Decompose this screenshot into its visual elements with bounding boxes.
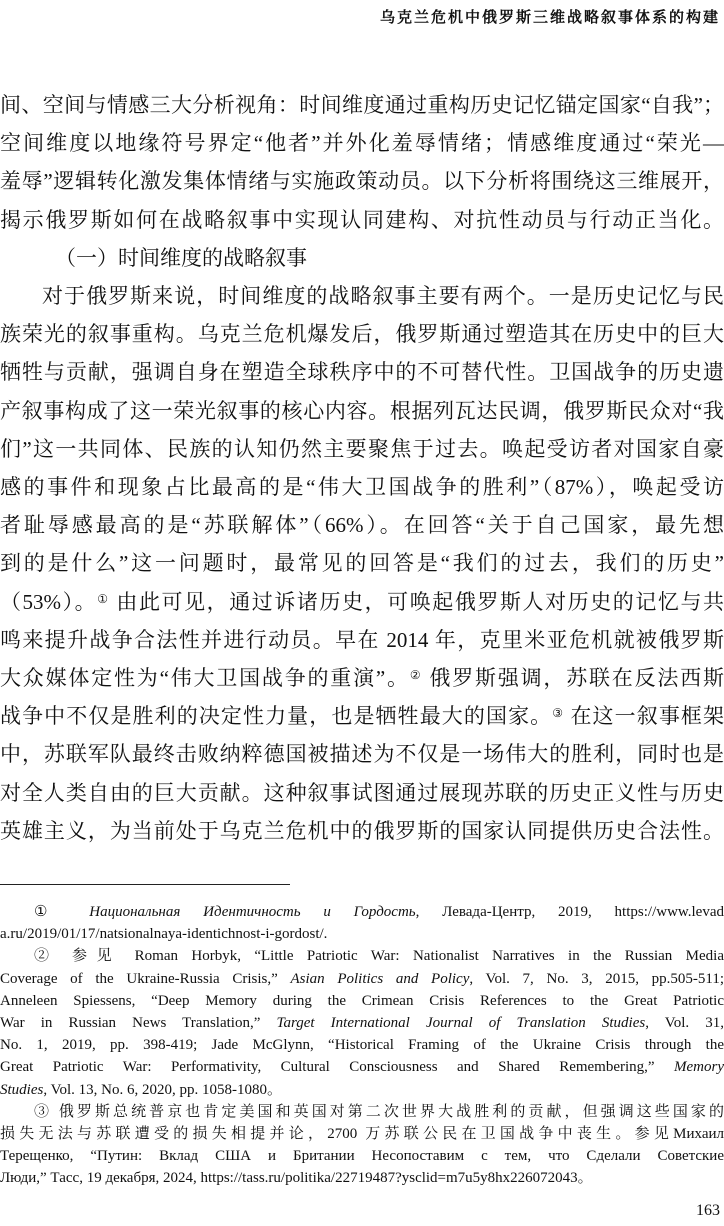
line-text: Coverage of the Ukraine-Russia Crisis,” xyxy=(0,970,291,987)
line-text: 间、空间与情感三大分析视角：时间维度通过重构历史记忆锚定国家“自我”； xyxy=(0,93,724,117)
footnote-divider xyxy=(0,884,290,885)
line-text: , Vol. 7, No. 3, 2015, pp.505-511; xyxy=(469,970,724,987)
line-text: ③ 俄罗斯总统普京也肯定美国和英国对第二次世界大战胜利的贡献，但强调这些国家的 xyxy=(34,1103,724,1120)
line-text: 牺牲与贡献，强调自身在塑造全球秩序中的不可替代性。卫国战争的历史遗 xyxy=(0,360,724,385)
line-text: 英雄主义，为当前处于乌克兰危机中的俄罗斯的国家认同提供历史合法性。 xyxy=(0,818,724,843)
line-text: （53%）。 xyxy=(0,589,98,614)
italic-title: Memory xyxy=(674,1059,724,1076)
paragraph-line xyxy=(0,90,724,120)
line-text: 在这一叙事框架 xyxy=(564,704,724,729)
line-text: 战争中不仅是胜利的决定性力量，也是牺牲最大的国家。 xyxy=(0,704,553,729)
footnote-line xyxy=(0,991,724,1012)
line-text: 大众媒体定性为“伟大卫国战争的重演”。 xyxy=(0,666,410,690)
italic-title: Национальная Идентичность и Гордость xyxy=(89,904,416,920)
paragraph-line xyxy=(0,128,724,158)
paragraph-line xyxy=(0,205,724,235)
footnote-ref: ② xyxy=(409,668,423,682)
line-text: 俄罗斯强调，苏联在反法西斯 xyxy=(422,666,724,690)
paragraph-line xyxy=(0,739,724,769)
line-text: 族荣光的叙事重构。乌克兰危机爆发后，俄罗斯通过塑造其在历史中的巨大 xyxy=(0,322,724,347)
line-text: a.ru/2019/01/17/natsionalnaya-identichnost-i-gordost/. xyxy=(0,926,328,943)
paragraph-line xyxy=(0,434,724,464)
line-text: 产叙事构成了这一荣光叙事的核心内容。根据列瓦达民调，俄罗斯民众对“我 xyxy=(0,398,724,423)
line-text: 鸣来提升战争合法性并进行动员。早在 2014 年，克里米亚危机就被俄罗斯 xyxy=(0,627,724,652)
paragraph-line xyxy=(0,663,724,693)
footnote-ref: ① xyxy=(97,591,110,606)
paragraph-line xyxy=(0,243,724,273)
line-text: , Vol. 31, xyxy=(645,1015,724,1031)
paragraph-line xyxy=(0,510,724,540)
line-text: 揭示俄罗斯如何在战略叙事中实现认同建构、对抗性动员与行动正当化。 xyxy=(0,207,724,232)
paragraph-line xyxy=(0,548,724,578)
line-text: （一）时间维度的战略叙事 xyxy=(55,245,307,270)
paragraph-line xyxy=(0,396,724,426)
paragraph-line xyxy=(0,778,724,808)
footnote-line xyxy=(0,924,724,945)
line-text: 感的事件和现象占比最高的是“伟大卫国战争的胜利”（87%），唤起受访 xyxy=(0,475,724,499)
line-text: War in Russian News Translation,” xyxy=(0,1015,277,1031)
footnote-ref: ③ xyxy=(552,706,565,721)
italic-title: Target International Journal of Translation Studies xyxy=(276,1015,646,1031)
line-text: Great Patriotic War: Performativity, Cultural Consciousness and Shared Remembering,” xyxy=(0,1059,675,1076)
paragraph-line xyxy=(0,319,724,349)
line-text: ② 参见 Roman Horbyk, “Little Patriotic War: Nationalist Narratives in the Russian Media xyxy=(34,948,724,965)
footnote-line xyxy=(0,1013,724,1034)
paragraph-line xyxy=(0,166,724,196)
line-text: 由此可见，通过诉诸历史，可唤起俄罗斯人对历史的记忆与共 xyxy=(109,589,724,614)
line-text: 羞辱”逻辑转化激发集体情绪与实施政策动员。以下分析将围绕这三维展开， xyxy=(0,169,724,194)
line-text: Люди,” Тасс, 19 декабря, 2024, https://tass.ru/politika/22719487?ysclid=m7u5y8hx226072043。 xyxy=(0,1170,593,1187)
line-text: , Vol. 13, No. 6, 2020, pp. 1058-1080。 xyxy=(43,1081,282,1098)
footnote-line xyxy=(0,1102,724,1123)
paragraph-line xyxy=(0,587,724,617)
page-number: 163 xyxy=(696,1202,720,1219)
line-text: 损失无法与苏联遭受的损失相提并论，2700 万苏联公民在卫国战争中丧生。参见Михаил xyxy=(0,1126,724,1142)
line-text: Anneleen Spiessens, “Deep Memory during the Crimean Crisis References to the Great Patriotic xyxy=(0,992,724,1009)
line-text: 们”这一共同体、民族的认知仍然主要聚焦于过去。唤起受访者对国家自豪 xyxy=(0,436,724,461)
paragraph-line xyxy=(0,472,724,502)
paragraph-line xyxy=(0,281,724,311)
line-text: 者耻辱感最高的是“苏联解体”（66%）。在回答“关于自己国家，最先想 xyxy=(0,513,724,538)
footnote-line xyxy=(0,1168,724,1189)
line-text: Терещенко, “Путин: Вклад США и Британии Несопоставим с тем, что Сделали Советские xyxy=(0,1148,724,1165)
line-text: 对全人类自由的巨大贡献。这种叙事试图通过展现苏联的历史正义性与历史 xyxy=(0,780,724,805)
paragraph-line xyxy=(0,701,724,731)
line-text: 对于俄罗斯来说，时间维度的战略叙事主要有两个。一是历史记忆与民 xyxy=(42,284,724,308)
line-text: , Левада-Центр, 2019, https://www.levad xyxy=(415,904,724,920)
line-text: ① xyxy=(34,904,90,920)
line-text: No. 1, 2019, pp. 398-419; Jade McGlynn, “Historical Framing of the Ukraine Crisis through the xyxy=(0,1037,724,1054)
line-text: 到的是什么”这一问题时，最常见的回答是“我们的过去，我们的历史” xyxy=(0,551,724,576)
italic-title: Asian Politics and Policy xyxy=(290,970,470,987)
footnote-line xyxy=(0,946,724,967)
footnote-line xyxy=(0,969,724,990)
footnote-line xyxy=(0,902,724,923)
paragraph-line xyxy=(0,816,724,846)
line-text: 中，苏联军队最终击败纳粹德国被描述为不仅是一场伟大的胜利，同时也是 xyxy=(0,742,724,767)
footnote-line xyxy=(0,1080,724,1101)
footnote-line xyxy=(0,1146,724,1167)
paragraph-line xyxy=(0,625,724,655)
paragraph-line xyxy=(0,357,724,387)
italic-title: Studies xyxy=(0,1081,44,1098)
footnote-line xyxy=(0,1035,724,1056)
footnote-line xyxy=(0,1057,724,1078)
footnote-line xyxy=(0,1124,724,1145)
line-text: 空间维度以地缘符号界定“他者”并外化羞辱情绪；情感维度通过“荣光— xyxy=(0,131,724,156)
running-header: 乌克兰危机中俄罗斯三维战略叙事体系的构建 xyxy=(379,10,720,26)
